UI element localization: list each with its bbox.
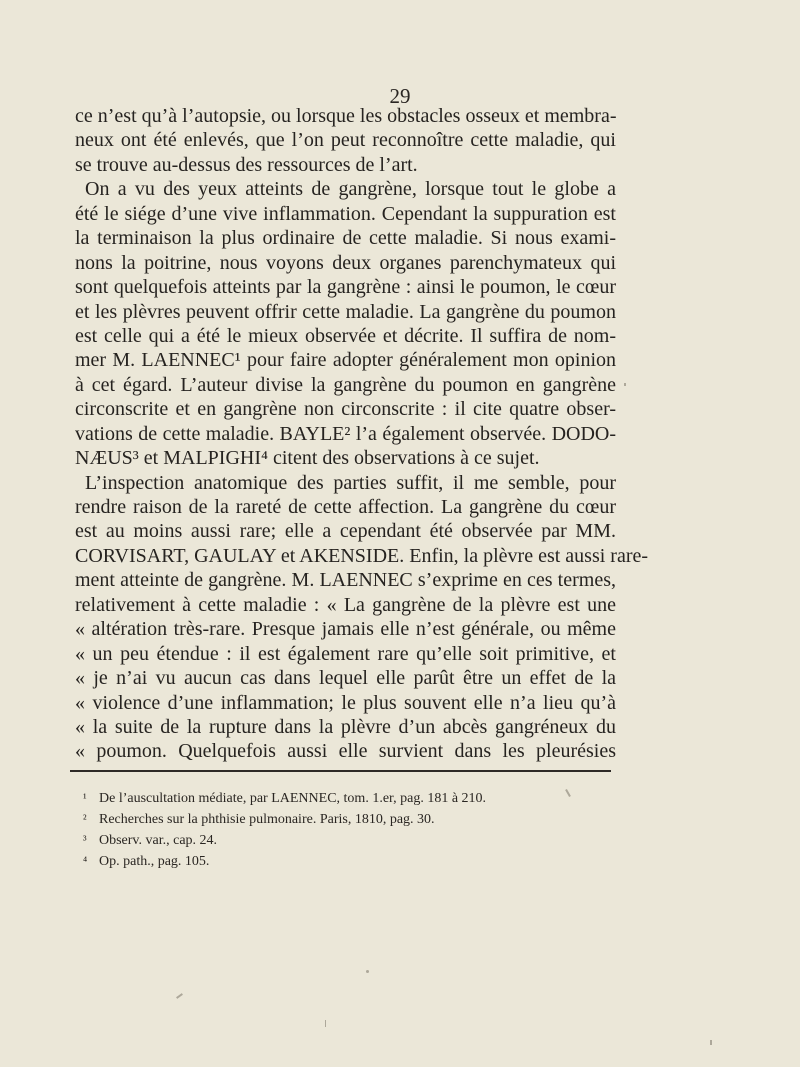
footnote (83, 788, 603, 809)
text-line: ce n’est qu’à l’autopsie, ou lorsque les obstacles osseux et membra- (75, 105, 617, 127)
paper-speck (325, 1020, 326, 1027)
paper-speck (176, 993, 183, 999)
text-line: « altération très-rare. Presque jamais elle n’est générale, ou même (75, 618, 616, 641)
footnote-mark: ¹ (83, 791, 87, 805)
footnotes (83, 788, 603, 872)
footnote (83, 830, 603, 851)
text-line: CORVISART, GAULAY et AKENSIDE. Enfin, la plèvre est aussi rare- (75, 544, 649, 567)
body-text (75, 104, 649, 764)
paper-speck (366, 970, 369, 973)
text-line: est celle qui a été le mieux observée et décrite. Il suffira de nom- (75, 324, 616, 347)
text-line: à cet égard. L’auteur divise la gangrène du poumon en gangrène (75, 373, 616, 396)
text-line: sont quelquefois atteints par la gangrène : ainsi le poumon, le cœur (75, 276, 616, 299)
text-line: rendre raison de la rareté de cette affection. La gangrène du cœur (75, 496, 616, 518)
text-line: relativement à cette maladie : « La gangrène de la plèvre est une (75, 593, 616, 616)
text-line: se trouve au-dessus des ressources de l’art. (75, 153, 418, 176)
text-line: vations de cette maladie. BAYLE² l’a également observée. DODO- (75, 422, 616, 445)
footnote (83, 809, 603, 830)
text-line: « la suite de la rupture dans la plèvre d’un abcès gangréneux du (75, 715, 616, 738)
footnote-mark: ³ (83, 833, 87, 847)
text-line: neux ont été enlevés, que l’on peut reconnoître cette maladie, qui (75, 129, 616, 152)
text-line: circonscrite et en gangrène non circonscrite : il cite quatre obser- (75, 398, 616, 421)
text-line: « poumon. Quelquefois aussi elle survient dans les pleurésies (75, 740, 616, 763)
paper-speck (624, 383, 626, 386)
text-line: L’inspection anatomique des parties suffit, il me semble, pour (85, 471, 616, 494)
text-line: la terminaison la plus ordinaire de cette maladie. Si nous exami- (75, 227, 616, 250)
footnote-text: Observ. var., cap. 24. (99, 833, 218, 848)
page-number: 29 (389, 84, 411, 108)
text-line: ment atteinte de gangrène. M. LAENNEC s’exprime en ces termes, (75, 569, 616, 592)
text-line: est au moins aussi rare; elle a cependant été observée par MM. (75, 520, 616, 543)
text-line: mer M. LAENNEC¹ pour faire adopter généralement mon opinion (75, 349, 616, 372)
text-line: « je n’ai vu aucun cas dans lequel elle parût être un effet de la (75, 667, 616, 690)
paper-speck (710, 1040, 712, 1045)
footnote-mark: ⁴ (83, 854, 88, 868)
text-line: et les plèvres peuvent offrir cette maladie. La gangrène du poumon (75, 300, 616, 323)
footnote-text: Op. path., pag. 105. (99, 854, 210, 869)
text-line: « un peu étendue : il est également rare qu’elle soit primitive, et (75, 642, 616, 665)
footnote-text: Recherches sur la phthisie pulmonaire. Paris, 1810, pag. 30. (99, 812, 435, 827)
footnote (83, 851, 603, 872)
footnote-text: De l’auscultation médiate, par LAENNEC, tom. 1.er, pag. 181 à 210. (99, 791, 487, 806)
text-line: été le siége d’une vive inflammation. Cependant la suppuration est (75, 202, 616, 225)
footnote-rule (70, 770, 611, 772)
text-line: NÆUS³ et MALPIGHI⁴ citent des observations à ce sujet. (75, 447, 540, 470)
footnote-mark: ² (83, 812, 87, 826)
text-line: nons la poitrine, nous voyons deux organes parenchymateux qui (75, 251, 616, 274)
text-line: On a vu des yeux atteints de gangrène, lorsque tout le globe a (85, 178, 616, 201)
text-line: « violence d’une inflammation; le plus souvent elle n’a lieu qu’à (75, 691, 616, 714)
